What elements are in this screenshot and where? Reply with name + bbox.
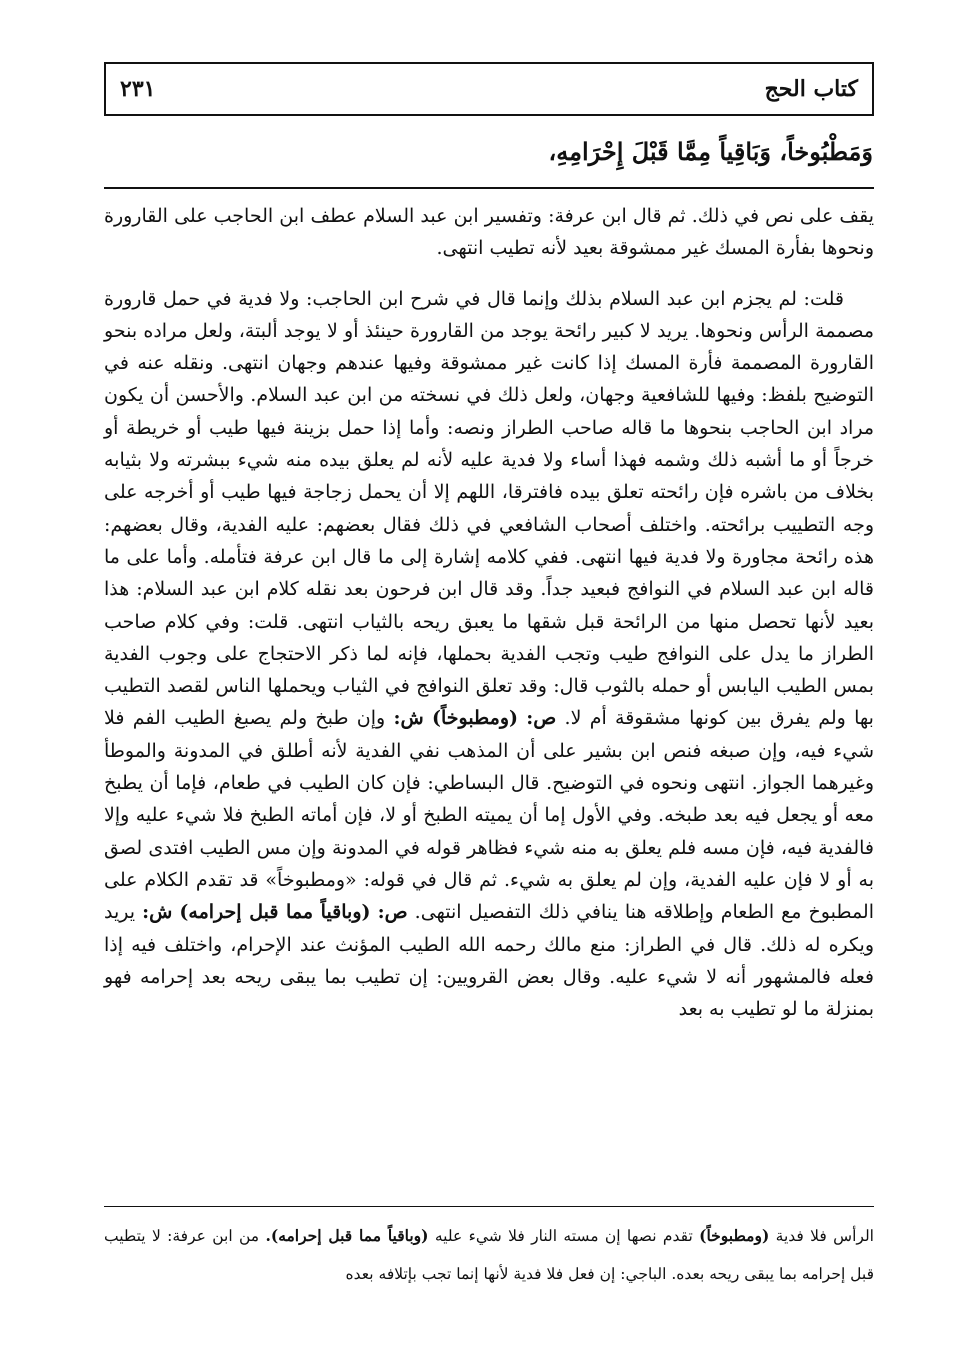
paragraph-1: يقف على نص في ذلك. ثم قال ابن عرفة: وتفسير ابن عبد السلام عطف ابن الحاجب على القارورة ونحوها بفأرة المسك غير ممشوقة بعيد لأنه تطيب انتهى. (104, 205, 874, 260)
shin-label: ش: (393, 707, 424, 730)
page-number: ٢٣١ (120, 76, 156, 102)
footnote-text-2: تقدم نصها إن مسته النار فلا شيء عليه (434, 1227, 693, 1245)
matn-quote-baqiyan: (وباقياً مما قبل إحرامه) (179, 901, 371, 924)
footnote-quote-2: (وباقياً مما قبل إحرامه). (265, 1226, 429, 1245)
matn-text: وَمَطْبُوخاً، وَبَاقِياً مِمَّا قَبْلَ إِحْرَامِهِ، (548, 137, 873, 166)
footnote (104, 1217, 874, 1293)
footnote-text-1: الرأس فلا فدية (775, 1227, 874, 1245)
footnote-divider (104, 1206, 874, 1207)
shin-label: ش: (142, 901, 173, 924)
sad-label: ص: (526, 707, 557, 730)
paragraph-2-text-c: يريد ويكره له ذلك. قال في الطراز: منع مالك رحمه الله الطيب المؤنث عند الإحرام، واختلف فيه إذا فعله فالمشهور أنه لا شيء عليه. وقال بعض القرويين: إن تطيب بما يبقى ريحه بعد إحرامه فهو بمنزلة ما لو تطيب به بعد (104, 901, 874, 1021)
paragraph-2 (104, 283, 874, 1026)
page-header (104, 62, 874, 116)
sad-label: ص: (377, 901, 408, 924)
matn-quote-mathbukhan: (ومطبوخاً) (431, 707, 518, 730)
paragraph-2-text-a: قلت: لم يجزم ابن عبد السلام بذلك وإنما قال في شرح ابن الحاجب: ولا فدية في حمل قارورة مصممة الرأس ونحوها. يريد لا كبير رائحة يوجد من القارورة حينئذ أو لا يوجد ألبتة، ولعل مراده بنحو القارورة المصممة فأرة المسك إذا كانت غير ممشوقة وفيها عندهم وجهان انتهى. ونقله عنه في التوضيح بلفظ: وفيها للشافعية وجهان، ولعل ذلك في نسخته من ابن عبد السلام. والأحسن أن يكون مراد ابن الحاجب بنحوها ما قاله صاحب الطراز ونصه: وأما إذا حمل بزينة فيها طيب أو خريطة أو خرجاً أو ما أشبه ذلك وشمه فهذا أساء ولا فدية عليه لأنه لم يعلق بيده منه شيء ببشرته ولا بثيابه بخلاف من باشره فإن رائحته تعلق بيده فافترقا، اللهم إلا أن يحمل زجاجة فيها طيب أو أخرجه على وجه التطييب برائحته. واختلف أصحاب الشافعي في ذلك فقال بعضهم: عليه الفدية، وقال بعضهم: هذه رائحة مجاورة ولا فدية فيها انتهى. ففي كلامه إشارة إلى ما قال ابن عرفة فتأمله. وأما على ما قاله ابن عبد السلام في النوافج فبعيد جداً. وقد قال ابن فرحون بعد نقله كلام ابن عبد السلام: هذا بعيد لأنها تحصل منها من الرائحة قبل شقها ما يعبق ريحه بالثياب انتهى. قلت: وفي كلام صاحب الطراز ما يدل على النوافج طيب وتجب الفدية بحملها، فإنه لما ذكر الاحتجاج على وجوب الفدية بمس الطيب اليابس أو حمله بالثوب قال: وقد تعلق النوافج في الثياب ويحملها الناس لقصد التطيب بها ولم يفرق بين كونها مشقوقة أم لا. (104, 287, 874, 730)
footnote-text-3: من ابن عرفة: لا يتطيب قبل إحرامه بما يبقى ريحه بعده. الباجي: إن فعل فلا فدية لأنها إنما تجب بإتلافه بعده (104, 1227, 874, 1283)
footnote-text (104, 1217, 874, 1293)
running-head: كتاب الحج (764, 76, 858, 102)
matn-divider (104, 187, 874, 189)
paragraph-2-text-b: وإن طبخ ولم يصبغ الطيب الفم فلا شيء فيه، وإن صبغه فنص ابن بشير على أن المذهب نفي الفدية لأنه أطلق في المدونة والموطأ وغيرهما الجواز. انتهى ونحوه في التوضيح. قال البساطي: فإن كان الطيب في طعام، فإما أن يطبخ معه أو يجعل فيه بعد طبخه. وفي الأول إما أن يميته الطبخ أو لا، فإن أماته الطبخ فلا شيء عليه وإلا فالفدية فيه، فإن مسه فلم يعلق به منه شيء فظاهر قوله في المدونة وإن مس الطيب افتدى لصق به أو لا فإن عليه الفدية، وإن لم يعلق به شيء. ثم قال في قوله: «ومطبوخاً» قد تقدم الكلام على المطبوخ مع الطعام وإطلاقه هنا ينافي ذلك التفصيل انتهى. (104, 707, 874, 924)
commentary-body (104, 200, 874, 1025)
footnote-quote-1: (ومطبوخاً) (699, 1226, 770, 1245)
